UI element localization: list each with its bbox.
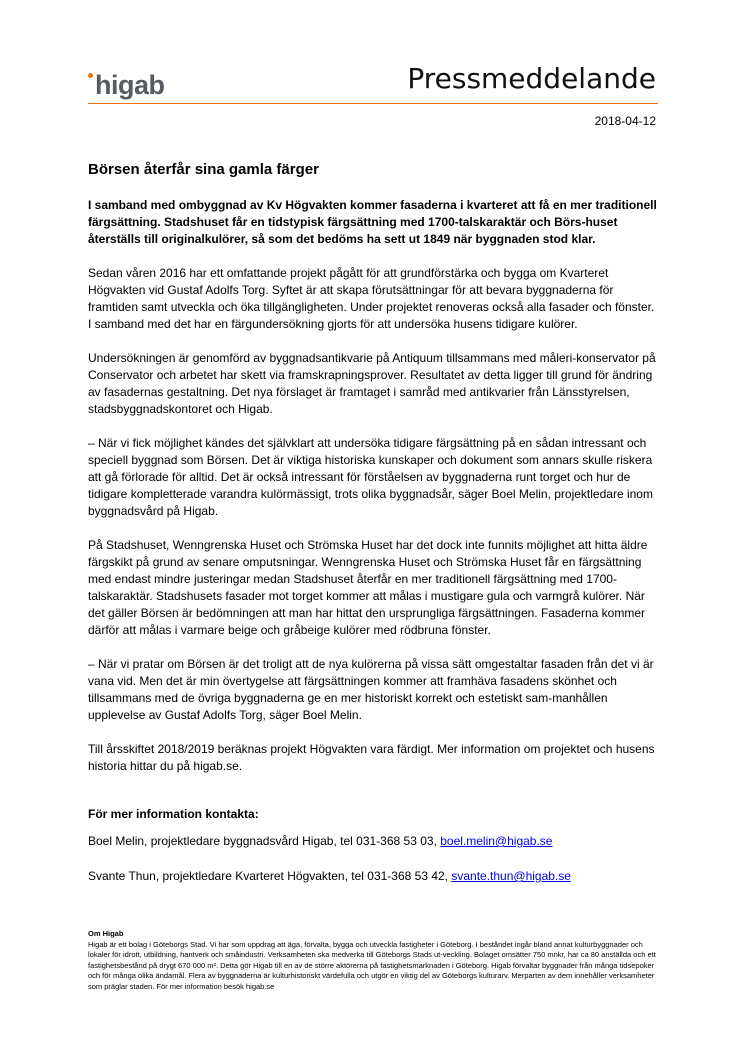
contact-item xyxy=(88,833,660,850)
contact-text: Svante Thun, projektledare Kvarteret Högvakten, tel 031-368 53 42, xyxy=(88,869,452,883)
article-title: Börsen återfår sina gamla färger xyxy=(88,161,319,178)
logo-text: higab xyxy=(95,70,165,100)
contact-email-link[interactable]: svante.thun@higab.se xyxy=(451,869,571,883)
body-paragraph: – När vi pratar om Börsen är det troligt att de nya kulörerna på vissa sätt omgestaltar fasaden från det vi är vana vid. Men det är min övertygelse att färgsättningen kommer att framhäva fasadens skönhet och tillsammans med de övriga byggnaderna ge en mer historiskt korrekt och estetiskt sam-manhållen upplevelse av Gustaf Adolfs Torg, säger Boel Melin. xyxy=(88,657,654,722)
document-type: Pressmeddelande xyxy=(407,62,656,95)
header-divider xyxy=(88,103,658,104)
body-paragraph: – När vi fick möjlighet kändes det självklart att undersöka tidigare färgsättning på en sådan intressant och speciell byggnad som Börsen. Det är viktiga historiska kunskaper och dokument som annars skulle riskera att gå förlorade för alltid. Det är också intressant för förståelsen av byggnaderna runt torget och hur de tidigare kompletterade varandra kulörmässigt, trots olika byggnadsår, säger Boel Melin, projektledare inom byggnadsvård på Higab. xyxy=(88,436,653,518)
contact-email-link[interactable]: boel.melin@higab.se xyxy=(440,834,553,848)
body-paragraph: På Stadshuset, Wenngrenska Huset och Strömska Huset har det dock inte funnits möjlighet att hitta äldre färgskikt på grund av senare omputsningar. Wenngrenska Huset och Strömska Huset får en färgsättning med endast mindre justeringar medan Stadshuset återfår en mer traditionell färgsättning med 1700-talskaraktär. Stadshusets fasader mot torget kommer att målas i mustigare gula och varmgrå kulörer. När det gäller Börsen är bedömningen att man har hittat den ursprungliga färgsättningen. Fasaderna kommer därför att målas i varmare beige och gråbeige kulörer med rödbruna fönster. xyxy=(88,538,648,637)
logo-dot-icon xyxy=(88,73,93,78)
about-footer xyxy=(88,929,660,992)
footer-heading: Om Higab xyxy=(88,929,124,938)
contact-item xyxy=(88,868,660,885)
contact-text: Boel Melin, projektledare byggnadsvård Higab, tel 031-368 53 03, xyxy=(88,834,441,848)
body-paragraph: Till årsskiftet 2018/2019 beräknas projekt Högvakten vara färdigt. Mer information om projektet och husens historia hittar du på higab.se. xyxy=(88,742,655,773)
contacts-heading: För mer information kontakta: xyxy=(88,807,259,821)
release-date: 2018-04-12 xyxy=(594,114,656,128)
article-body xyxy=(88,197,660,903)
body-paragraph: Undersökningen är genomförd av byggnadsantikvarie på Antiquum tillsammans med måleri-konservator på Conservator och arbetet har skett via framskrapningsprover. Resultatet av detta ligger till grund för ändring av fasadernas gestaltning. Det nya förslaget är framtaget i samråd med antikvarier från Länsstyrelsen, stadsbyggnadskontoret och Higab. xyxy=(88,351,656,416)
lead-paragraph: I samband med ombyggnad av Kv Högvakten kommer fasaderna i kvarteret att få en mer traditionell färgsättning. Stadshuset får en tidstypisk färgsättning med 1700-talskaraktär och Börs-huset återställs till originalkulörer, så som det bedöms ha sett ut 1849 när byggnaden stod klar. xyxy=(88,198,657,246)
higab-logo xyxy=(88,60,165,100)
footer-text: Higab är ett bolag i Göteborgs Stad. Vi har som uppdrag att äga, förvalta, bygga och utveckla fastigheter i Göteborg. I beståndet ingår bland annat kulturbyggnader och lokaler för idrott, utbildning, hantverk och småindustri. Verksamheten ska medverka till Göteborgs Stads ut-veckling. Bolaget omsätter 750 mnkr, har ca 80 anställda och ett fastighetsbestånd på drygt 670 000 m². Detta gör Higab till en av de större aktörerna på fastighetsmarknaden i Göteborg. Higab förvaltar byggnader från många tidsepoker och för många olika ändamål. Flera av byggnaderna är kulturhistoriskt värdefulla och utgör en viktig del av Göteborgs kulturarv. Merparten av dem innehåller verksamheter som präglar staden. För mer information besök higab.se xyxy=(88,939,656,991)
body-paragraph: Sedan våren 2016 har ett omfattande projekt pågått för att grundförstärka och bygga om Kvarteret Högvakten vid Gustaf Adolfs Torg. Syftet är att skapa förutsättningar för att bevara byggnaderna för framtiden samt utveckla och öka tillgängligheten. Under projektet renoveras också alla fasader och fönster. I samband med det har en färgundersökning gjorts för att undersöka husens tidigare kulörer. xyxy=(88,266,655,331)
